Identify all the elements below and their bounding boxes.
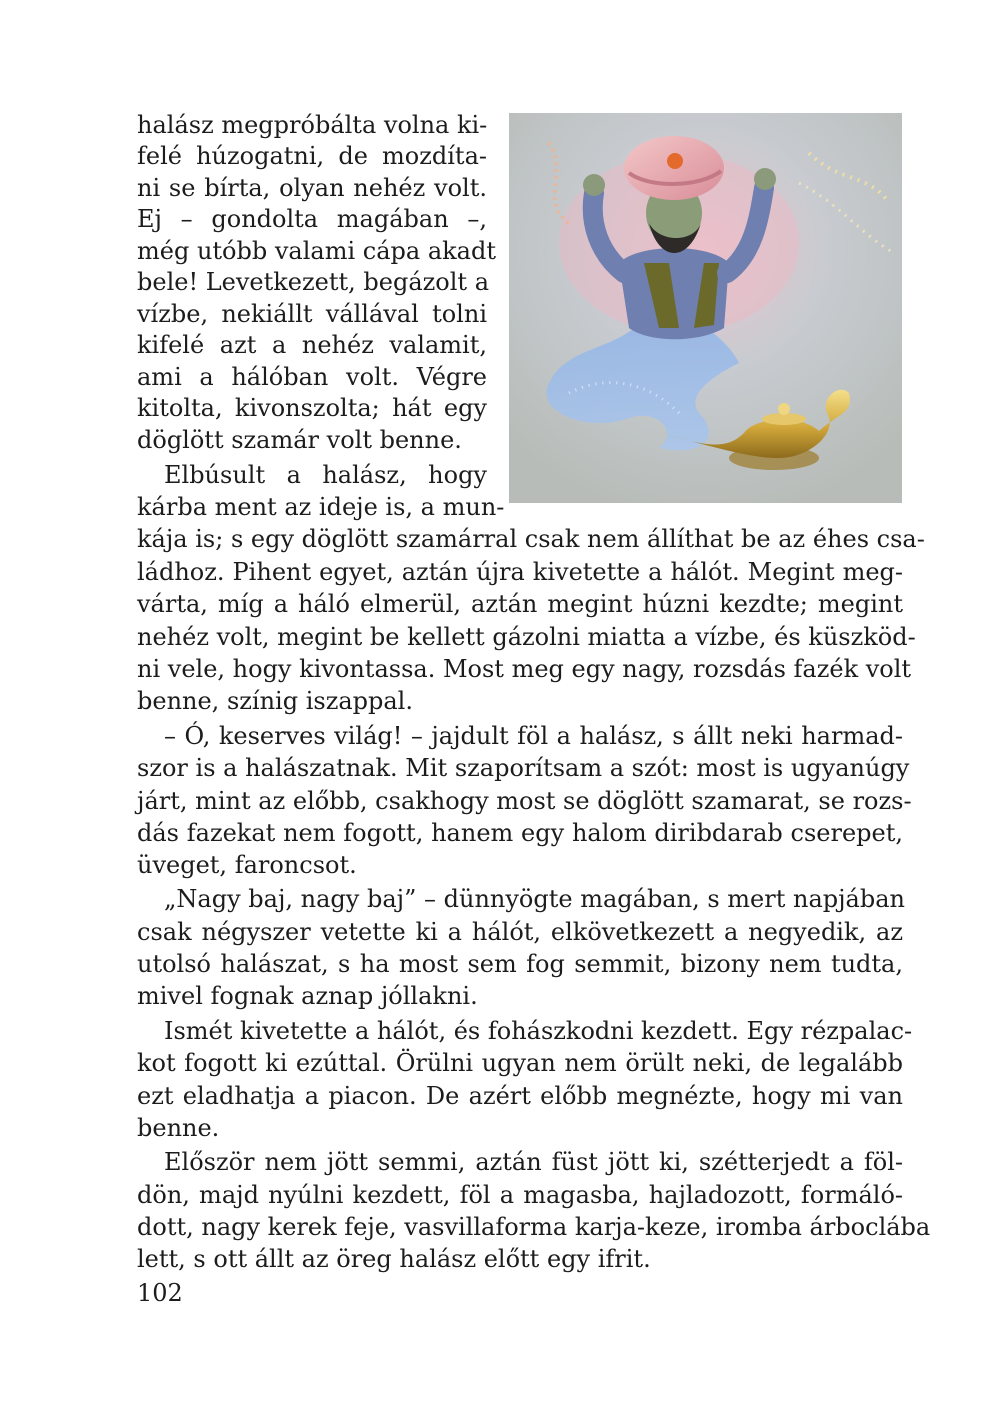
text-line: járt, mint az előbb, csakhogy most se döglött szamarat, se rozs- (137, 787, 912, 815)
text-line: ezt eladhatja a piacon. De azért előbb megnézte, hogy mi van (137, 1082, 903, 1110)
text-line: vízbe, nekiállt vállával tolni (137, 300, 487, 328)
text-line: kot fogott ki ezúttal. Örülni ugyan nem örült neki, de legalább (137, 1049, 903, 1077)
text-line: kárba ment az ideje is, a mun- (137, 493, 505, 521)
text-line: kája is; s egy döglött szamárral csak nem állíthat be az éhes csa- (137, 525, 925, 553)
text-line: halász megpróbálta volna ki- (137, 111, 488, 139)
text-line: még utóbb valami cápa akadt (137, 237, 496, 265)
text-line: Ej – gondolta magában –, (137, 205, 487, 233)
text-line: ni vele, hogy kivontassa. Most meg egy nagy, rozsdás fazék volt (137, 655, 912, 683)
text-line: csak négyszer vetette ki a hálót, elkövetkezett a negyedik, az (137, 918, 903, 946)
text-line: benne, színig iszappal. (137, 687, 413, 715)
text-line: dön, majd nyúlni kezdett, föl a magasba, hajladozott, formáló- (137, 1181, 903, 1209)
text-line: benne. (137, 1114, 220, 1142)
text-line: lett, s ott állt az öreg halász előtt egy ifrit. (137, 1245, 651, 1273)
text-line: nehéz volt, megint be kellett gázolni miatta a vízbe, és küszköd- (137, 623, 916, 651)
text-line: dott, nagy kerek feje, vasvillaforma karja-keze, iromba árboclába (137, 1213, 931, 1241)
text-line: bele! Levetkezett, begázolt a (137, 268, 489, 296)
text-line: – Ó, keserves világ! – jajdult föl a halász, s állt neki harmad- (164, 722, 903, 750)
text-line: dás fazekat nem fogott, hanem egy halom diribdarab cserepet, (137, 819, 903, 847)
text-line: Elbúsult a halász, hogy (164, 461, 487, 489)
text-line: mivel fognak aznap jóllakni. (137, 982, 478, 1010)
text-line: szor is a halászatnak. Mit szaporítsam a szót: most is ugyanúgy (137, 754, 910, 782)
text-line: kifelé azt a nehéz valamit, (137, 331, 487, 359)
text-line: Először nem jött semmi, aztán füst jött ki, szétterjedt a föl- (164, 1148, 903, 1176)
text-line: üveget, faroncsot. (137, 851, 357, 879)
text-line: utolsó halászat, s ha most sem fog semmit, bizony nem tudta, (137, 950, 903, 978)
text-line: Ismét kivetette a hálót, és fohászkodni kezdett. Egy rézpalac- (164, 1017, 913, 1045)
text-line: ami a hálóban volt. Végre (137, 363, 487, 391)
page-number: 102 (137, 1279, 183, 1307)
text-line: „Nagy baj, nagy baj” – dünnyögte magában, s mert napjában (164, 885, 905, 913)
text-line: felé húzogatni, de mozdíta- (137, 142, 487, 170)
text-line: kitolta, kivonszolta; hát egy (137, 394, 487, 422)
genie-illustration (509, 113, 902, 503)
text-line: ni se bírta, olyan nehéz volt. (137, 174, 487, 202)
text-line: várta, míg a háló elmerül, aztán megint húzni kezdte; megint (137, 590, 903, 618)
text-line: ládhoz. Pihent egyet, aztán újra kivetette a hálót. Megint meg- (137, 558, 903, 586)
text-line: döglött szamár volt benne. (137, 426, 462, 454)
